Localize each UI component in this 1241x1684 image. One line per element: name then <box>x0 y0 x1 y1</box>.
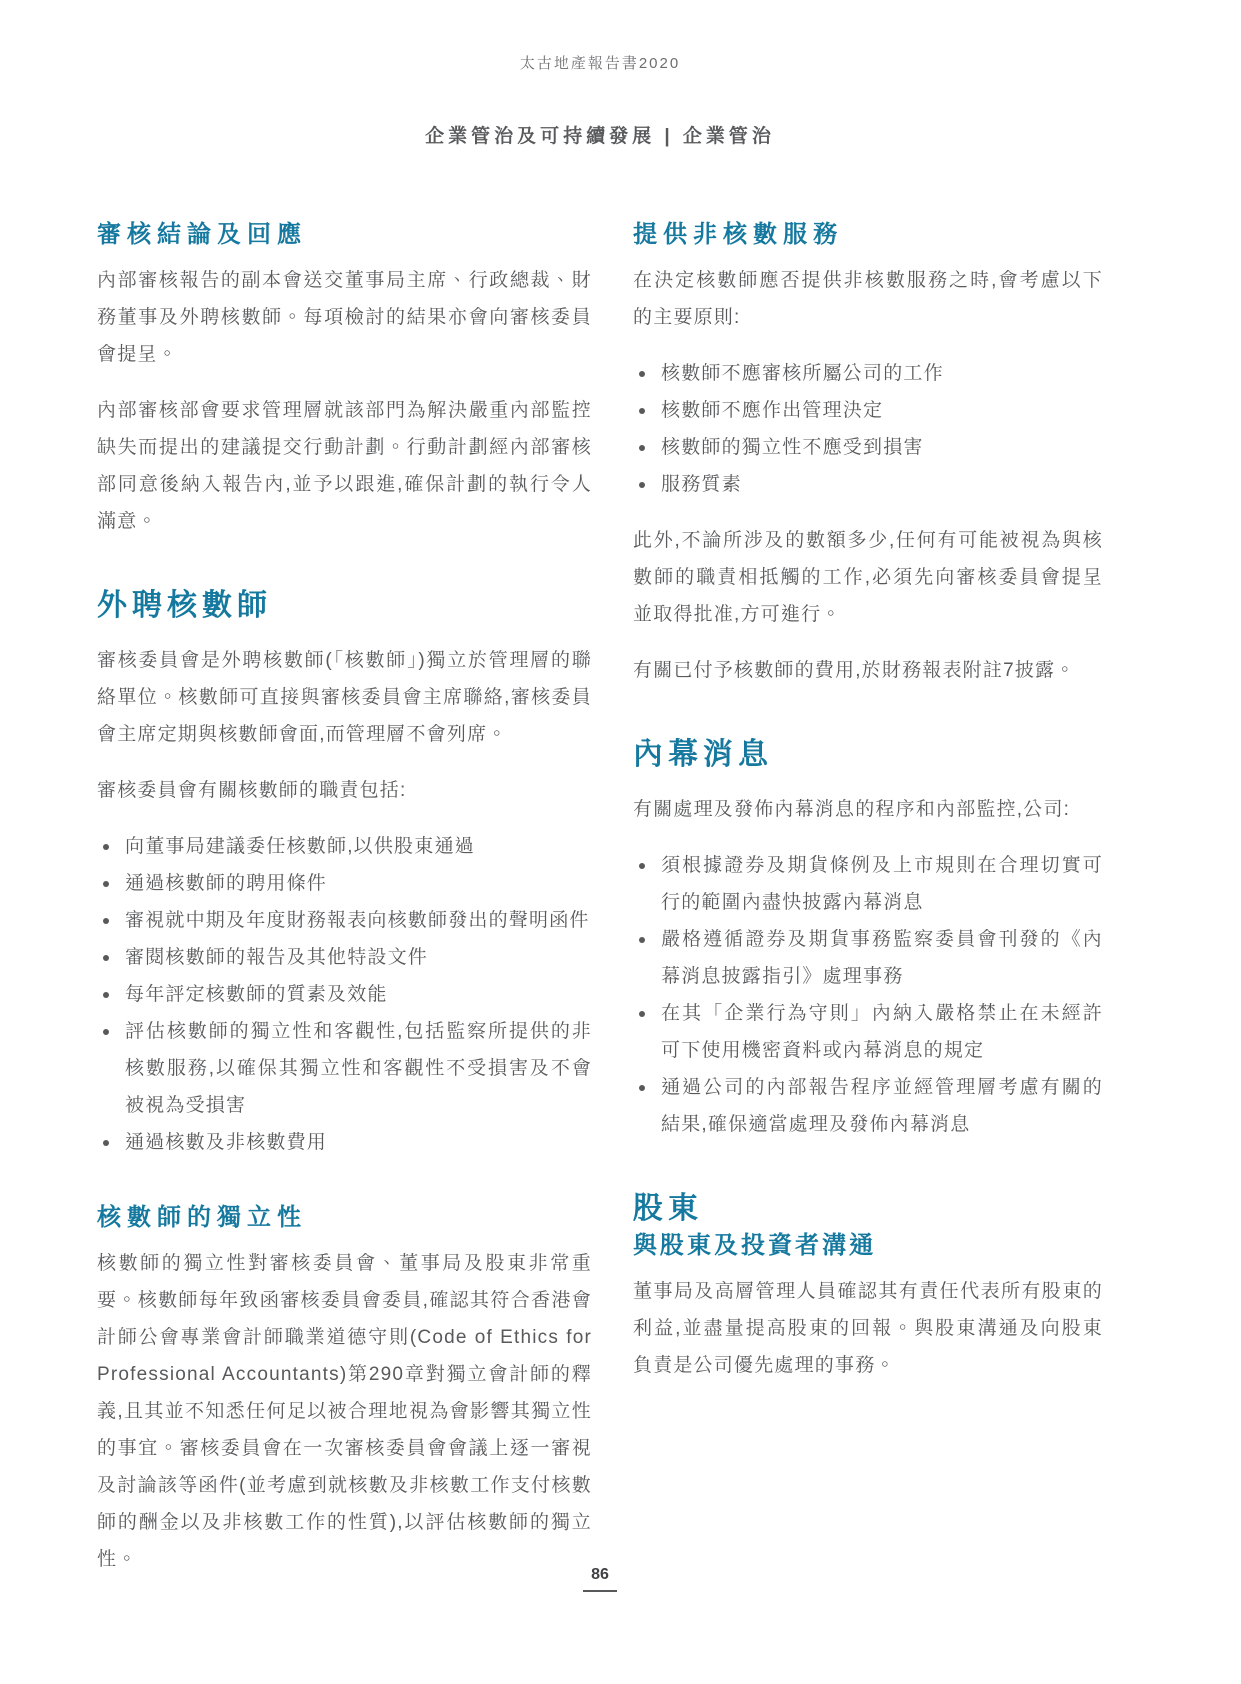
content-columns <box>97 220 1103 1597</box>
paragraph-external-auditors-2: 審核委員會有關核數師的職責包括: <box>97 780 407 801</box>
bullet-dot-icon <box>633 1069 661 1091</box>
paragraph-non-audit-services-3: 有關已付予核數師的費用,於財務報表附註7披露。 <box>633 660 1076 681</box>
bullet-dot-icon <box>97 976 125 998</box>
bullet-item <box>633 847 1103 921</box>
bullet-dot-icon <box>97 865 125 887</box>
bullet-text: 核數師不應審核所屬公司的工作 <box>661 363 944 384</box>
bullet-dot-icon <box>633 392 661 414</box>
page-content <box>97 0 1103 1597</box>
bullet-text: 須根據證券及期貨條例及上市規則在合理切實可行的範圍內盡快披露內幕消息 <box>661 855 1103 913</box>
bullet-dot-icon <box>97 902 125 924</box>
paragraph-auditor-independence: 核數師的獨立性對審核委員會、董事局及股東非常重要。核數師每年致函審核委員會委員,確認其符合香港會計師公會專業會計師職業道德守則(Code of Ethics for Professional Accountants)第290章對獨立會計師的釋義,且其並不知悉任何足以被合理地視為會影響其獨立性的事宜。審核委員會在一次審核委員會會議上逐一審視及討論該等函件(並考慮到就核數及非核數工作支付核數師的酬金以及非核數工作的性質),以評估核數師的獨立性。 <box>97 1253 592 1570</box>
inside-information-list <box>633 847 1103 1143</box>
page-title: 企業管治及可持續發展 | 企業管治 <box>425 126 775 147</box>
bullet-text: 向董事局建議委任核數師,以供股東通過 <box>125 836 475 857</box>
bullet-text: 通過核數師的聘用條件 <box>125 873 328 894</box>
left-column <box>97 220 592 1597</box>
bullet-item <box>97 976 592 1013</box>
paragraph-external-auditors-1: 審核委員會是外聘核數師(「核數師」)獨立於管理層的聯絡單位。核數師可直接與審核委員會主席聯絡,審核委員會主席定期與核數師會面,而管理層不會列席。 <box>97 650 592 745</box>
bullet-item <box>97 902 592 939</box>
paragraph-non-audit-services-1: 在決定核數師應否提供非核數服務之時,會考慮以下的主要原則: <box>633 270 1103 328</box>
page-footer <box>97 1566 1103 1592</box>
bullet-item <box>633 355 1103 392</box>
bullet-dot-icon <box>97 939 125 961</box>
bullet-item <box>97 828 592 865</box>
right-column <box>633 220 1103 1597</box>
bullet-item <box>633 429 1103 466</box>
bullet-text: 審閱核數師的報告及其他特設文件 <box>125 947 429 968</box>
bullet-item <box>633 995 1103 1069</box>
paragraph-audit-outcomes-1: 內部審核報告的副本會送交董事局主席、行政總裁、財務董事及外聘核數師。每項檢討的結果亦會向審核委員會提呈。 <box>97 270 592 365</box>
bullet-item <box>97 1124 592 1161</box>
running-header: 太古地產報告書2020 <box>519 55 681 72</box>
external-auditors-duties-list <box>97 828 592 1161</box>
bullet-text: 審視就中期及年度財務報表向核數師發出的聲明函件 <box>125 910 590 931</box>
bullet-item <box>97 1013 592 1124</box>
paragraph-shareholders: 董事局及高層管理人員確認其有責任代表所有股東的利益,並盡量提高股東的回報。與股東溝通及向股東負責是公司優先處理的事務。 <box>633 1281 1103 1376</box>
heading-audit-outcomes: 審核結論及回應 <box>97 221 307 248</box>
heading-auditor-independence: 核數師的獨立性 <box>97 1204 307 1231</box>
heading-non-audit-services: 提供非核數服務 <box>633 221 843 248</box>
bullet-text: 通過公司的內部報告程序並經管理層考慮有關的結果,確保適當處理及發佈內幕消息 <box>661 1077 1103 1135</box>
bullet-item <box>633 392 1103 429</box>
bullet-text: 核數師的獨立性不應受到損害 <box>661 437 924 458</box>
bullet-text: 通過核數及非核數費用 <box>125 1132 328 1153</box>
bullet-dot-icon <box>633 466 661 488</box>
paragraph-inside-information-1: 有關處理及發佈內幕消息的程序和內部監控,公司: <box>633 799 1071 820</box>
bullet-text: 核數師不應作出管理決定 <box>661 400 884 421</box>
heading-external-auditors: 外聘核數師 <box>97 589 272 622</box>
bullet-text: 每年評定核數師的質素及效能 <box>125 984 388 1005</box>
bullet-dot-icon <box>633 429 661 451</box>
bullet-dot-icon <box>97 1013 125 1035</box>
heading-shareholder-communication: 與股東及投資者溝通 <box>633 1232 876 1259</box>
bullet-dot-icon <box>97 1124 125 1146</box>
bullet-dot-icon <box>97 828 125 850</box>
paragraph-audit-outcomes-2: 內部審核部會要求管理層就該部門為解決嚴重內部監控缺失而提出的建議提交行動計劃。行動計劃經內部審核部同意後納入報告內,並予以跟進,確保計劃的執行令人滿意。 <box>97 400 592 532</box>
bullet-item <box>97 939 592 976</box>
bullet-dot-icon <box>633 847 661 869</box>
bullet-text: 嚴格遵循證券及期貨事務監察委員會刊發的《內幕消息披露指引》處理事務 <box>661 929 1103 987</box>
bullet-text: 評估核數師的獨立性和客觀性,包括監察所提供的非核數服務,以確保其獨立性和客觀性不受損害及不會被視為受損害 <box>125 1021 592 1116</box>
bullet-text: 在其「企業行為守則」內納入嚴格禁止在未經許可下使用機密資料或內幕消息的規定 <box>661 1003 1103 1061</box>
non-audit-principles-list <box>633 355 1103 503</box>
page-number: 86 <box>583 1566 617 1592</box>
bullet-item <box>633 1069 1103 1143</box>
bullet-item <box>633 921 1103 995</box>
bullet-dot-icon <box>633 995 661 1017</box>
bullet-item <box>97 865 592 902</box>
bullet-text: 服務質素 <box>661 474 742 495</box>
heading-shareholders: 股東 <box>633 1192 703 1225</box>
heading-inside-information: 內幕消息 <box>633 738 773 771</box>
bullet-item <box>633 466 1103 503</box>
bullet-dot-icon <box>633 921 661 943</box>
paragraph-non-audit-services-2: 此外,不論所涉及的數額多少,任何有可能被視為與核數師的職責相抵觸的工作,必須先向審核委員會提呈並取得批准,方可進行。 <box>633 530 1103 625</box>
bullet-dot-icon <box>633 355 661 377</box>
